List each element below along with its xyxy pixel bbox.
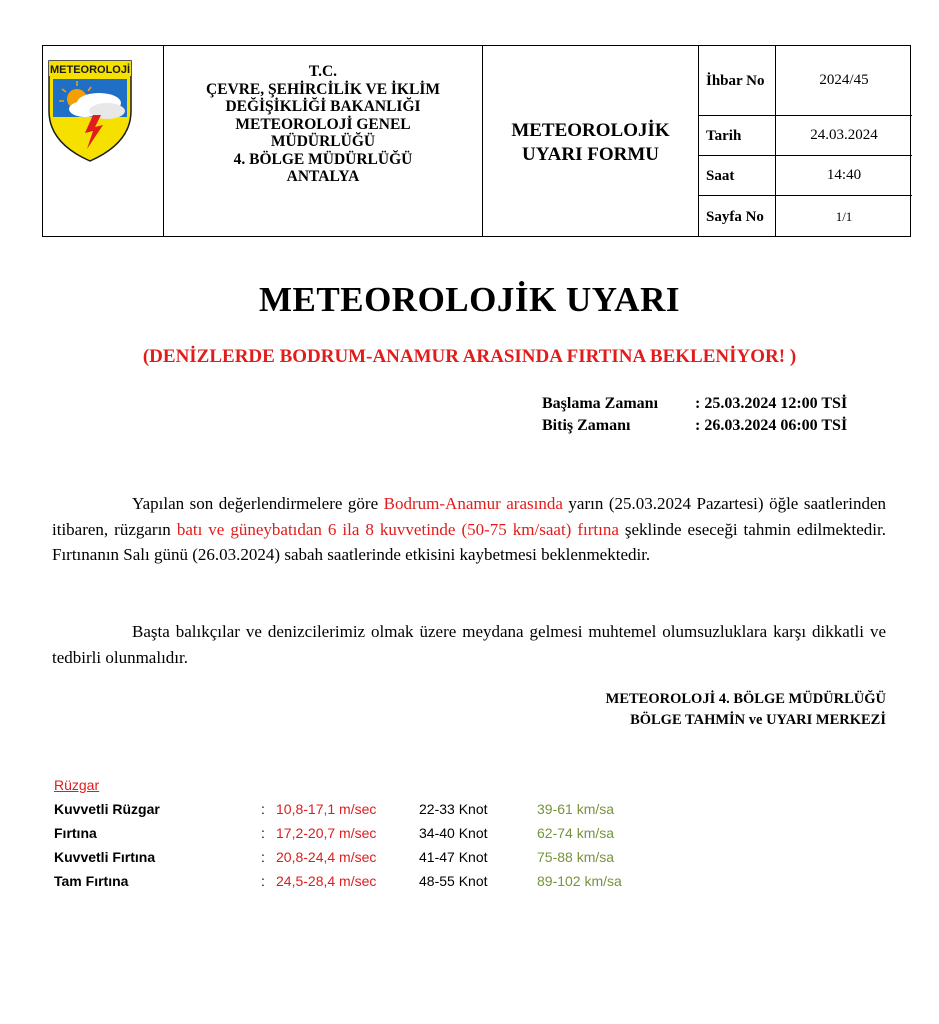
logo-cell (43, 46, 164, 236)
document-title: METEOROLOJİK UYARI (259, 280, 680, 319)
organization-cell (164, 46, 483, 236)
wind-row: Fırtına : 17,2-20,7 m/sec 34-40 Knot 62-74 km/sa (54, 825, 615, 841)
meta-value: 1/1 (835, 208, 853, 224)
meta-label: Sayfa No (699, 196, 776, 237)
form-header (42, 45, 911, 237)
form-title-cell (483, 46, 699, 236)
start-time-row (542, 393, 847, 415)
form-title: METEOROLOJİK UYARI FORMU (511, 120, 670, 165)
wind-row: Tam Fırtına : 24,5-28,4 m/sec 48-55 Knot 89-102 km/sa (54, 873, 622, 889)
meta-row-tarih (699, 116, 912, 156)
meta-cell (699, 46, 912, 236)
region-highlight: Bodrum-Anamur arasında (383, 494, 563, 513)
wind-row: Kuvvetli Fırtına : 20,8-24,4 m/sec 41-47 Knot 75-88 km/sa (54, 849, 615, 865)
meta-label: İhbar No (699, 46, 776, 115)
start-time-value: : 25.03.2024 12:00 TSİ (695, 395, 848, 412)
start-time-label: Başlama Zamanı (542, 395, 659, 412)
meta-row-sayfa (699, 196, 912, 237)
meta-value: 24.03.2024 (810, 127, 878, 143)
signature-block: METEOROLOJİ 4. BÖLGE MÜDÜRLÜĞÜ BÖLGE TAHMİN ve UYARI MERKEZİ (605, 691, 886, 728)
wind-heading: Rüzgar (54, 777, 100, 793)
end-time-value: : 26.03.2024 06:00 TSİ (695, 417, 848, 434)
end-time-label: Bitiş Zamanı (542, 417, 631, 434)
meteoroloji-logo (47, 59, 133, 163)
meta-row-saat (699, 156, 912, 196)
logo-text: METEOROLOJİ (49, 64, 131, 76)
validity-times (542, 393, 847, 437)
meta-label: Tarih (699, 116, 776, 155)
meta-value: 14:40 (826, 167, 862, 183)
organization-name: T.C. ÇEVRE, ŞEHİRCİLİK VE İKLİM DEĞİŞİKLİĞİ BAKANLIĞI METEOROLOJİ GENEL MÜDÜRLÜĞÜ 4. BÖLGE MÜDÜRLÜĞÜ ANTALYA (206, 63, 440, 185)
meta-row-ihbar (699, 46, 912, 116)
wind-row: Kuvvetli Rüzgar : 10,8-17,1 m/sec 22-33 Knot 39-61 km/sa (54, 801, 615, 817)
end-time-row (542, 415, 847, 437)
meta-value: 2024/45 (819, 72, 869, 88)
warning-subtitle: (DENİZLERDE BODRUM-ANAMUR ARASINDA FIRTINA BEKLENİYOR! ) (142, 346, 797, 367)
wind-highlight: batı ve güneybatıdan 6 ila 8 kuvvetinde (50-75 km/saat) fırtına (176, 519, 619, 539)
forecast-paragraph: Yapılan son değerlendirmelere göre Bodrum-Anamur arasında yarın (25.03.2024 Pazartesi) öğle saatlerinden itibaren, rüzgarın batı ve güneybatıdan 6 ila 8 kuvvetinde (50-75 km/saat) fırtına şeklinde eseceği tahmin edilmektedir. Fırtınanın Salı günü (26.03.2024) sabah saatlerinde etkisini kaybetmesi beklenmektedir. (52, 494, 886, 564)
meta-label: Saat (699, 156, 776, 195)
advice-paragraph: Başta balıkçılar ve denizcilerimiz olmak üzere meydana gelmesi muhtemel olumsuzluklara karşı dikkatli ve tedbirli olunmalıdır. (52, 622, 886, 667)
